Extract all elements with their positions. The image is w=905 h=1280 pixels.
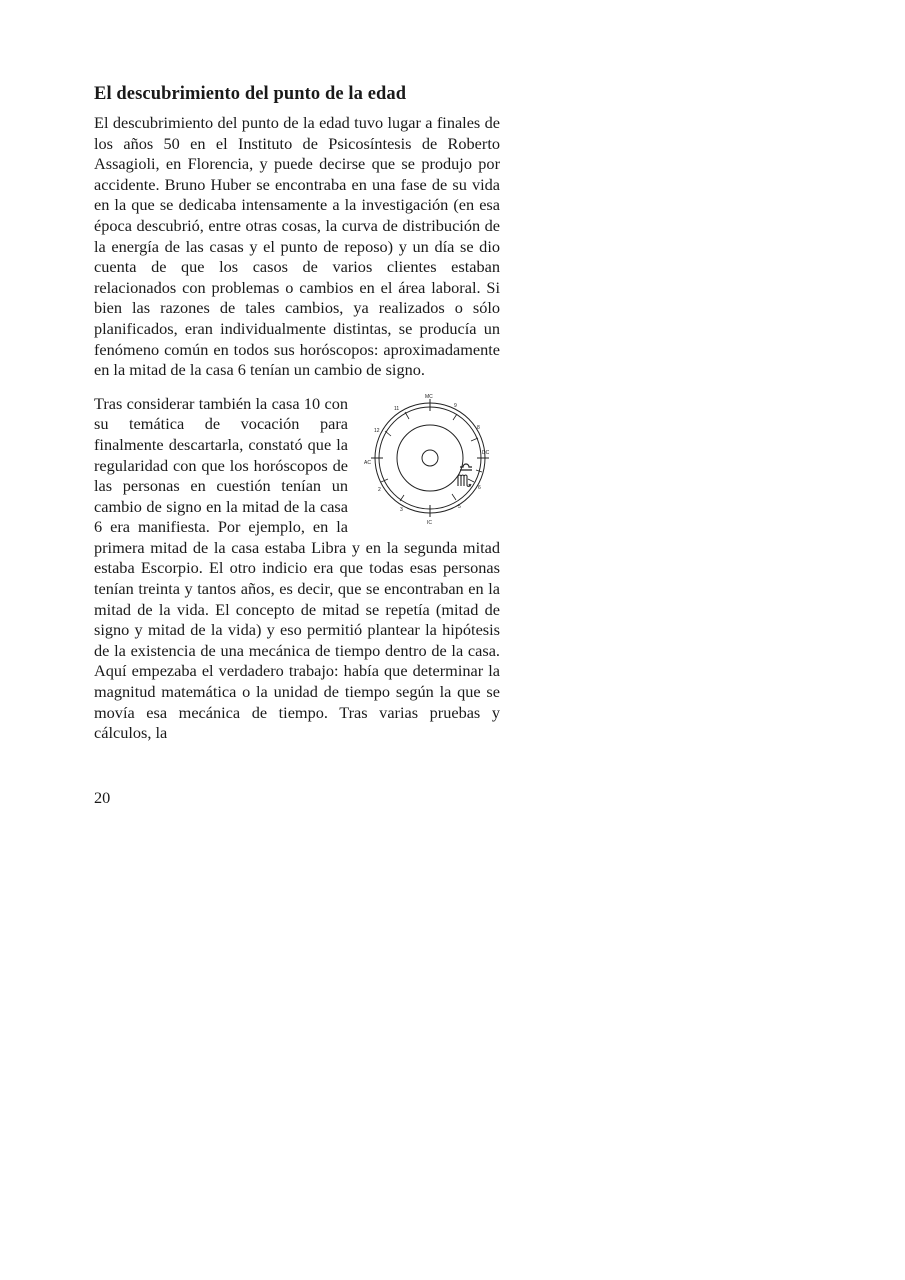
paragraph-2: Tras considerar también la casa 10 con su temática de vocación para finalmente descartarla, constató que la regularidad con que los horóscopos de las personas en cuestión tenían un cambio de signo en la mitad de la casa 6 era manifiesta. Por ejemplo, en la primera mitad de la casa estaba Libra y en la segunda mitad estaba Escorpio. El otro indicio era que todas esas personas tenían treinta y tantos años, es decir, que se encontraban en la mitad de la vida. El concepto de mitad se repetía (mitad de signo y mitad de la vida) y eso permitió plantear la hipótesis de la existencia de una mecánica de tiempo dentro de la casa. Aquí empezaba el verdadero trabajo: había que determinar la magnitud matemática o la unidad de tiempo según la que se movía esa mecánica de tiempo. Tras varias pruebas y cálculos, la	[94, 393, 500, 743]
cusp-6-tick	[468, 479, 474, 482]
house-11-label: 11	[394, 405, 400, 412]
cusp-5-tick	[452, 494, 456, 500]
ac-label: AC	[364, 459, 371, 466]
ic-label: IC	[427, 519, 432, 526]
scorpio-glyph	[458, 475, 471, 486]
cusp-9-tick	[453, 414, 457, 420]
house-2-label: 2	[378, 486, 381, 493]
cusp-12-tick	[385, 431, 391, 436]
house-12-label: 12	[374, 427, 380, 434]
house-9-label: 9	[454, 402, 457, 409]
page-number: 20	[94, 788, 111, 807]
center-circle	[422, 450, 438, 466]
cusp-11-tick	[405, 412, 409, 419]
house-8-label: 8	[477, 424, 480, 431]
house-3-label: 3	[400, 506, 403, 513]
mc-label: MC	[425, 393, 433, 400]
horoscope-wheel	[360, 394, 500, 530]
outer-ring-inner	[379, 407, 481, 509]
dc-label: DC	[482, 449, 490, 456]
section-title: El descubrimiento del punto de la edad	[94, 84, 407, 104]
cusp-8-tick	[471, 438, 478, 441]
middle-circle	[397, 425, 463, 491]
outer-ring-outer	[375, 403, 485, 513]
page-content	[94, 84, 500, 744]
horoscope-figure	[360, 394, 500, 530]
paragraph-1: El descubrimiento del punto de la edad tuvo lugar a finales de los años 50 en el Instituto de Psicosíntesis de Roberto Assagioli, en Florencia, y puede decirse que se produjo por accidente. Bruno Huber se encontraba en una fase de su vida en la que se dedicaba intensamente a la investigación (en esa época descubrió, entre otras cosas, la curva de distribución de la energía de las casas y el punto de reposo) y un día se dio cuenta de que los casos de varios clientes estaban relacionados con problemas o cambios en el área laboral. Si bien las razones de tales cambios, ya realizados o sólo planificados, eran individualmente distintas, se producía un fenómeno común en todos sus horóscopos: aproximadamente en la mitad de la casa 6 tenían un cambio de signo.	[94, 113, 500, 380]
house-5-label: 5	[458, 503, 461, 510]
house-6-label: 6	[478, 484, 481, 491]
